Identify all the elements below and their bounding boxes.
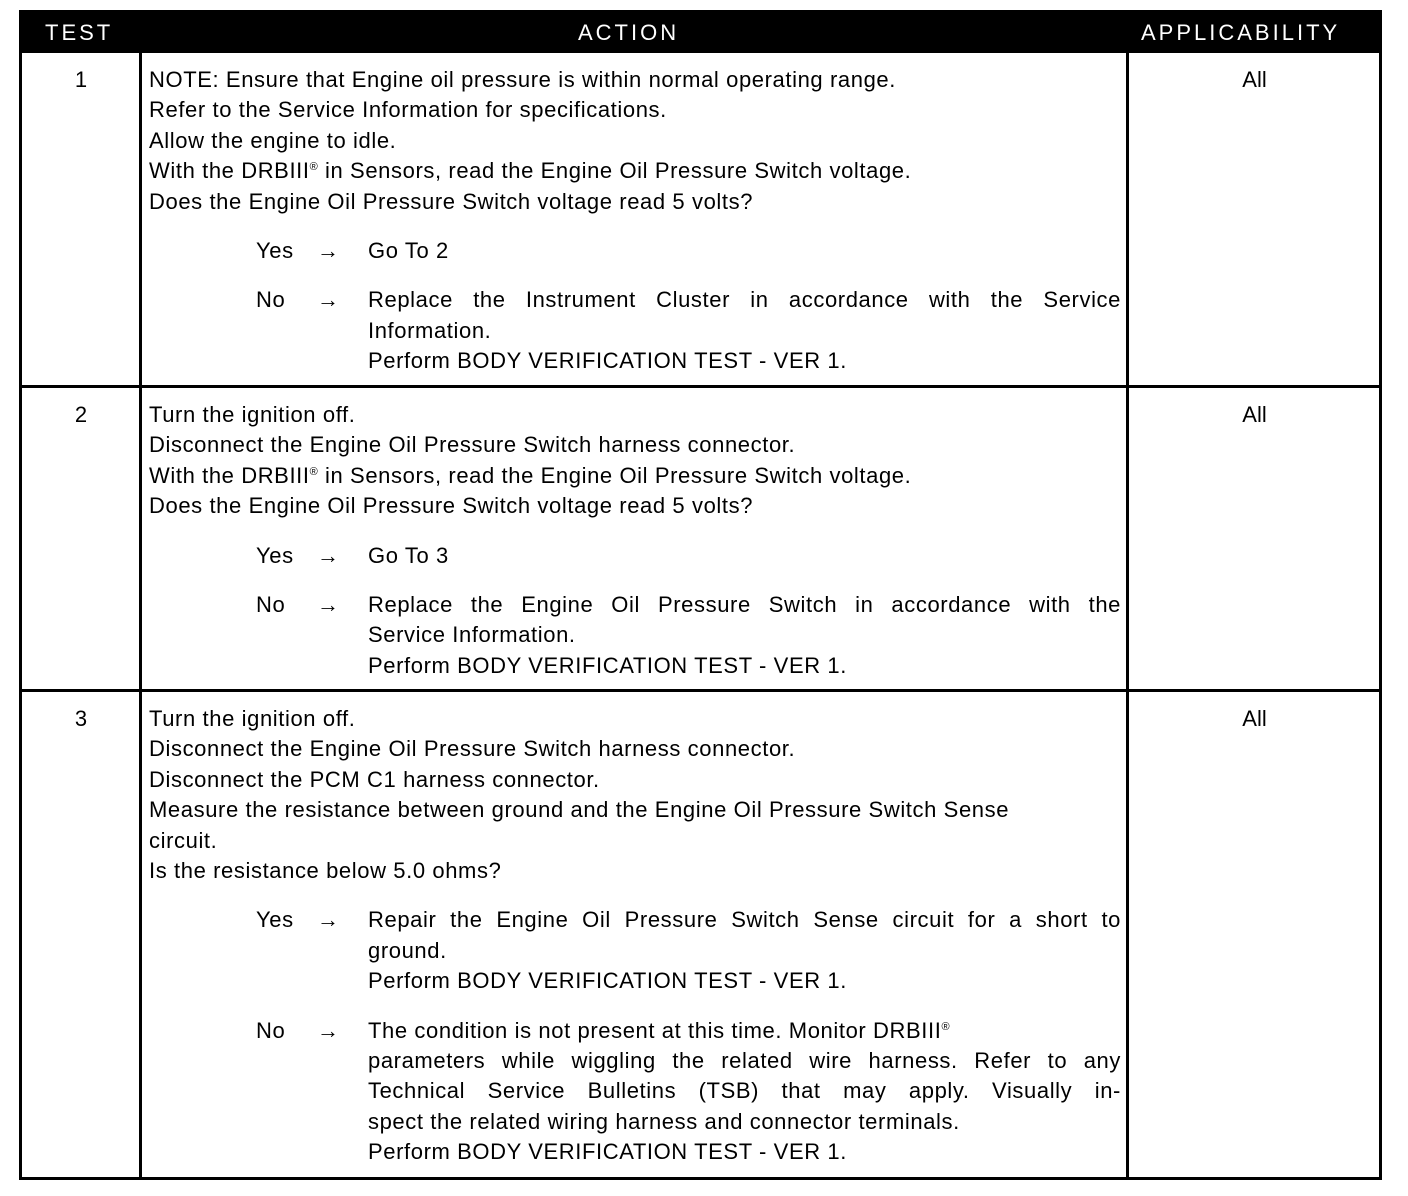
- arrow-icon: →: [317, 542, 340, 568]
- action-step: With the DRBIII® in Sensors, read the Engine Oil Pressure Switch voltage.: [149, 462, 912, 488]
- no-result: [368, 590, 1121, 681]
- result-line: Perform BODY VERIFICATION TEST - VER 1.: [368, 1139, 847, 1165]
- header-action: ACTION: [578, 20, 680, 45]
- result-line: Repair the Engine Oil Pressure Switch Sense circuit for a short to: [368, 907, 1121, 933]
- no-label: No: [256, 1017, 286, 1043]
- action-step: Is the resistance below 5.0 ohms?: [149, 858, 502, 884]
- action-step: Does the Engine Oil Pressure Switch voltage read 5 volts?: [149, 493, 754, 519]
- no-outcome: [149, 1016, 1121, 1168]
- result-line: Information.: [368, 317, 492, 343]
- action-cell: [149, 704, 1121, 1168]
- action-step: Turn the ignition off.: [149, 706, 356, 731]
- action-step: Allow the engine to idle.: [149, 127, 397, 153]
- applicability-value: All: [1242, 402, 1267, 427]
- result-line: Perform BODY VERIFICATION TEST - VER 1.: [368, 968, 847, 994]
- arrow-icon: →: [317, 238, 340, 264]
- applicability-value: All: [1242, 706, 1267, 731]
- arrow-icon: →: [317, 287, 340, 313]
- yes-outcome: [149, 236, 1121, 266]
- yes-result: [368, 905, 1121, 996]
- result-line: The condition is not present at this time. Monitor DRBIII®: [368, 1017, 951, 1043]
- test-number: 3: [74, 706, 88, 731]
- result-line: Perform BODY VERIFICATION TEST - VER 1.: [368, 652, 847, 678]
- column-divider: [1126, 53, 1129, 1177]
- row-divider: [22, 385, 1379, 388]
- test-number: 2: [74, 402, 88, 427]
- result-line: spect the related wiring harness and connector terminals.: [368, 1108, 960, 1134]
- yes-label: Yes: [256, 238, 294, 264]
- header-test: TEST: [45, 20, 114, 45]
- result-line: Service Information.: [368, 622, 576, 648]
- action-step: Measure the resistance between ground and the Engine Oil Pressure Switch Sense: [149, 797, 1010, 823]
- result-line: Go To 2: [368, 238, 449, 264]
- diagnostic-table: [19, 10, 1382, 1180]
- no-outcome: [149, 590, 1121, 681]
- result-line: Technical Service Bulletins (TSB) that may apply. Visually in-: [368, 1078, 1121, 1104]
- result-line: Go To 3: [368, 542, 449, 568]
- action-step: Disconnect the Engine Oil Pressure Switch harness connector.: [149, 736, 796, 762]
- no-result: [368, 285, 1121, 376]
- action-cell: [149, 400, 1121, 681]
- yes-outcome: [149, 905, 1121, 996]
- action-cell: [149, 65, 1121, 377]
- action-step: Does the Engine Oil Pressure Switch voltage read 5 volts?: [149, 188, 754, 214]
- action-step: NOTE: Ensure that Engine oil pressure is within normal operating range.: [149, 67, 896, 92]
- yes-label: Yes: [256, 907, 294, 933]
- yes-result: [368, 541, 1121, 571]
- action-step: Disconnect the Engine Oil Pressure Switch harness connector.: [149, 432, 796, 458]
- arrow-icon: →: [317, 907, 340, 933]
- yes-result: [368, 236, 1121, 266]
- action-step: circuit.: [149, 827, 218, 853]
- yes-outcome: [149, 541, 1121, 571]
- result-line: Replace the Instrument Cluster in accordance with the Service: [368, 287, 1121, 313]
- arrow-icon: →: [317, 1017, 340, 1043]
- no-label: No: [256, 287, 286, 313]
- no-label: No: [256, 592, 286, 618]
- no-result: [368, 1016, 1121, 1168]
- table-header: [22, 13, 1379, 53]
- result-line: Replace the Engine Oil Pressure Switch in accordance with the: [368, 592, 1121, 618]
- action-step: Disconnect the PCM C1 harness connector.: [149, 766, 600, 792]
- row-divider: [22, 689, 1379, 692]
- arrow-icon: →: [317, 592, 340, 618]
- applicability-value: All: [1242, 67, 1267, 92]
- result-line: parameters while wiggling the related wire harness. Refer to any: [368, 1048, 1121, 1074]
- yes-label: Yes: [256, 542, 294, 568]
- action-step: With the DRBIII® in Sensors, read the Engine Oil Pressure Switch voltage.: [149, 158, 912, 184]
- action-step: Turn the ignition off.: [149, 402, 356, 427]
- no-outcome: [149, 285, 1121, 376]
- action-step: Refer to the Service Information for specifications.: [149, 97, 667, 123]
- column-divider: [139, 53, 142, 1177]
- header-applicability: APPLICABILITY: [1141, 20, 1341, 45]
- test-number: 1: [74, 67, 88, 92]
- result-line: ground.: [368, 937, 447, 963]
- result-line: Perform BODY VERIFICATION TEST - VER 1.: [368, 348, 847, 374]
